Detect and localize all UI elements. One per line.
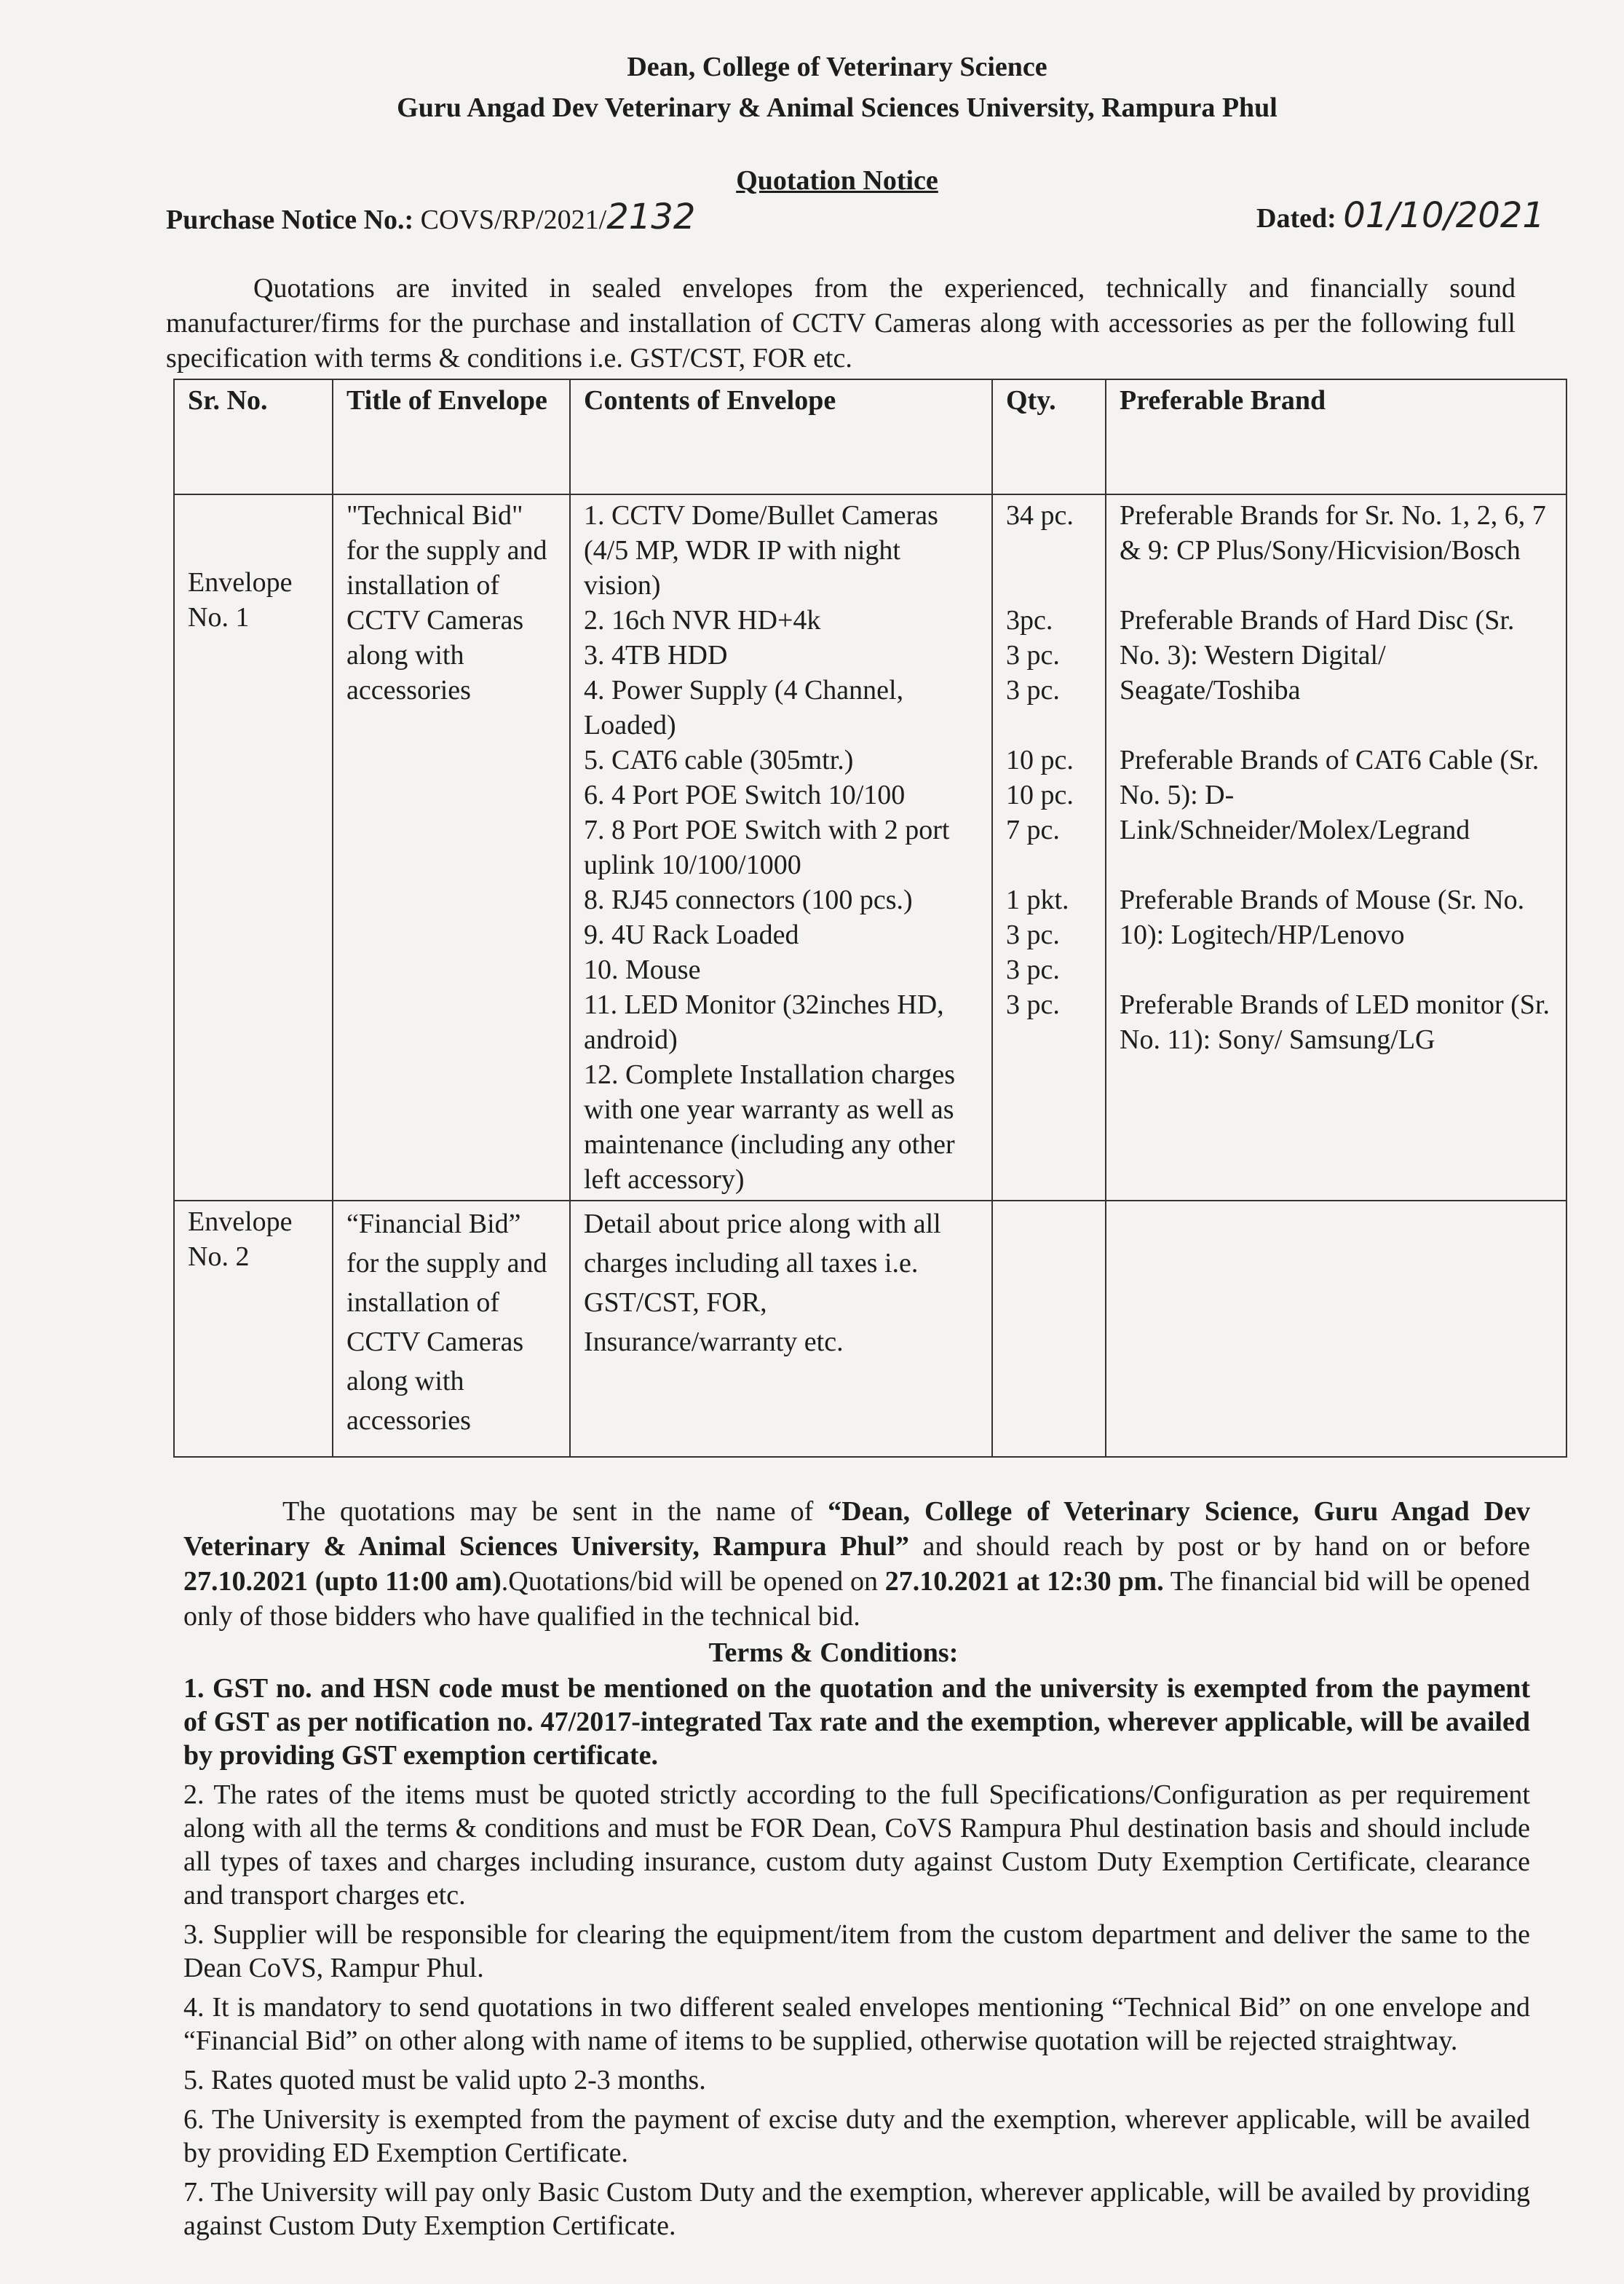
qty-item: 7 pc. bbox=[1006, 815, 1060, 845]
intro-paragraph: Quotations are invited in sealed envelopes from the experienced, technically and financially sound manufacturer/firms for the purchase and installation of CCTV Cameras along with accessories as per the following full specification with terms & conditions i.e. GST/CST, FOR etc. bbox=[166, 273, 1516, 374]
submission-text-4: The financial bid will be opened only of those bidders who have qualified in the technical bid. bbox=[183, 1566, 1530, 1632]
submission-address: “Dean, College of Veterinary Science, Guru Angad Dev Veterinary & Animal Sciences University, Rampura Phul” bbox=[183, 1496, 1530, 1562]
terms-title: Terms & Conditions: bbox=[708, 1637, 959, 1668]
brand-item: Preferable Brands of CAT6 Cable (Sr. No. 5): D-Link/Schneider/Molex/Legrand bbox=[1120, 745, 1540, 845]
table-row bbox=[174, 1201, 1566, 1457]
dated-handwritten: 01/10/2021 bbox=[1343, 195, 1545, 236]
envelope-1-sr: Envelope No. 1 bbox=[174, 494, 333, 1201]
submission-text-2: and should reach by post or by hand on or before bbox=[909, 1531, 1530, 1562]
header-university: Guru Angad Dev Veterinary & Animal Sciences University, Rampura Phul bbox=[397, 92, 1278, 123]
envelope-1-title: "Technical Bid" for the supply and installation of CCTV Cameras along with accessories bbox=[333, 494, 570, 1201]
header-sr-no: Sr. No. bbox=[174, 379, 333, 494]
submission-paragraph bbox=[183, 1494, 1530, 1634]
table-header-row bbox=[174, 379, 1566, 494]
list-item: 8. RJ45 connectors (100 pcs.) bbox=[584, 885, 913, 915]
dated-label: Dated: bbox=[1256, 203, 1336, 234]
term-item: 1. GST no. and HSN code must be mentioned on the quotation and the university is exempted from the payment of GST as per notification no. 47/2017-integrated Tax rate and the exemption, wherever applicable, will be availed by providing GST exemption certificate. bbox=[183, 1673, 1530, 1771]
qty-item: 10 pc. bbox=[1006, 745, 1074, 775]
brand-item: Preferable Brands of Mouse (Sr. No. 10): Logitech/HP/Lenovo bbox=[1120, 885, 1525, 950]
purchase-notice-handwritten: 2132 bbox=[606, 197, 696, 237]
list-item: 4. Power Supply (4 Channel, Loaded) bbox=[584, 675, 904, 740]
term-item: 5. Rates quoted must be valid upto 2-3 months. bbox=[183, 2065, 706, 2095]
submission-deadline: 27.10.2021 (upto 11:00 am) bbox=[183, 1566, 502, 1597]
term-item: 7. The University will pay only Basic Custom Duty and the exemption, wherever applicable, will be availed by providing against Custom Duty Exemption Certificate. bbox=[183, 2177, 1530, 2241]
terms-list bbox=[183, 1672, 1530, 2248]
list-item: 1. CCTV Dome/Bullet Cameras (4/5 MP, WDR IP with night vision) bbox=[584, 500, 938, 601]
header-dean: Dean, College of Veterinary Science bbox=[627, 52, 1047, 82]
list-item: 7. 8 Port POE Switch with 2 port uplink 10/100/1000 bbox=[584, 815, 950, 880]
header-brand: Preferable Brand bbox=[1106, 379, 1566, 494]
opening-datetime: 27.10.2021 at 12:30 pm. bbox=[884, 1566, 1164, 1597]
qty-item: 3 pc. bbox=[1006, 920, 1060, 950]
term-item: 4. It is mandatory to send quotations in two different sealed envelopes mentioning “Technical Bid” on one envelope and “Financial Bid” on other along with name of items to be supplied, otherwise quotation will be rejected straightway. bbox=[183, 1992, 1530, 2056]
qty-item: 3 pc. bbox=[1006, 640, 1060, 671]
qty-item: 10 pc. bbox=[1006, 780, 1074, 810]
notice-date bbox=[1256, 195, 1545, 236]
qty-item: 3pc. bbox=[1006, 605, 1053, 636]
list-item: 11. LED Monitor (32inches HD, android) bbox=[584, 989, 944, 1055]
qty-item: 3 pc. bbox=[1006, 989, 1060, 1020]
qty-item: 1 pkt. bbox=[1006, 885, 1069, 915]
purchase-notice-label: Purchase Notice No.: bbox=[166, 205, 414, 235]
brand-item: Preferable Brands of Hard Disc (Sr. No. 3): Western Digital/ Seagate/Toshiba bbox=[1120, 605, 1515, 706]
term-item: 2. The rates of the items must be quoted strictly according to the full Specifications/Configuration as per requirement along with all the terms & conditions and must be FOR Dean, CoVS Rampura Phul destination basis and should include all types of taxes and charges including insurance, custom duty against Custom Duty Exemption Certificate, clearance and transport charges etc. bbox=[183, 1779, 1530, 1910]
list-item: 10. Mouse bbox=[584, 955, 701, 985]
envelope-2-sr: Envelope No. 2 bbox=[174, 1201, 333, 1457]
header-title: Title of Envelope bbox=[333, 379, 570, 494]
submission-text-3: .Quotations/bid will be opened on bbox=[501, 1566, 885, 1597]
qty-item: 34 pc. bbox=[1006, 500, 1074, 531]
qty-item: 3 pc. bbox=[1006, 955, 1060, 985]
envelope-2-brand bbox=[1106, 1201, 1566, 1457]
term-item: 3. Supplier will be responsible for clearing the equipment/item from the custom department and deliver the same to the Dean CoVS, Rampur Phul. bbox=[183, 1919, 1530, 1983]
envelope-2-title: “Financial Bid” for the supply and installation of CCTV Cameras along with accessories bbox=[333, 1201, 570, 1457]
header-contents: Contents of Envelope bbox=[570, 379, 992, 494]
submission-text-1: The quotations may be sent in the name of bbox=[282, 1496, 828, 1527]
list-item: 6. 4 Port POE Switch 10/100 bbox=[584, 780, 906, 810]
header-qty: Qty. bbox=[992, 379, 1106, 494]
list-item: 3. 4TB HDD bbox=[584, 640, 728, 671]
brand-item: Preferable Brands of LED monitor (Sr. No. 11): Sony/ Samsung/LG bbox=[1120, 989, 1550, 1055]
qty-item: 3 pc. bbox=[1006, 675, 1060, 706]
envelope-2-qty bbox=[992, 1201, 1106, 1457]
envelope-2-contents: Detail about price along with all charges including all taxes i.e. GST/CST, FOR, Insurance/warranty etc. bbox=[570, 1201, 992, 1457]
list-item: 9. 4U Rack Loaded bbox=[584, 920, 799, 950]
list-item: 12. Complete Installation charges with one year warranty as well as maintenance (including any other left accessory) bbox=[584, 1059, 956, 1195]
list-item: 2. 16ch NVR HD+4k bbox=[584, 605, 821, 636]
envelope-1-qty bbox=[992, 494, 1106, 1201]
envelope-1-contents bbox=[570, 494, 992, 1201]
purchase-notice-prefix: COVS/RP/2021/ bbox=[420, 205, 607, 235]
list-item: 5. CAT6 cable (305mtr.) bbox=[584, 745, 854, 775]
notice-title: Quotation Notice bbox=[736, 165, 938, 196]
table-row bbox=[174, 494, 1566, 1201]
envelope-1-brands bbox=[1106, 494, 1566, 1201]
brand-item: Preferable Brands for Sr. No. 1, 2, 6, 7 & 9: CP Plus/Sony/Hicvision/Bosch bbox=[1120, 500, 1546, 566]
purchase-notice-number bbox=[166, 197, 695, 237]
specification-table bbox=[173, 379, 1567, 1458]
term-item: 6. The University is exempted from the payment of excise duty and the exemption, wherever applicable, will be availed by providing ED Exemption Certificate. bbox=[183, 2104, 1530, 2168]
